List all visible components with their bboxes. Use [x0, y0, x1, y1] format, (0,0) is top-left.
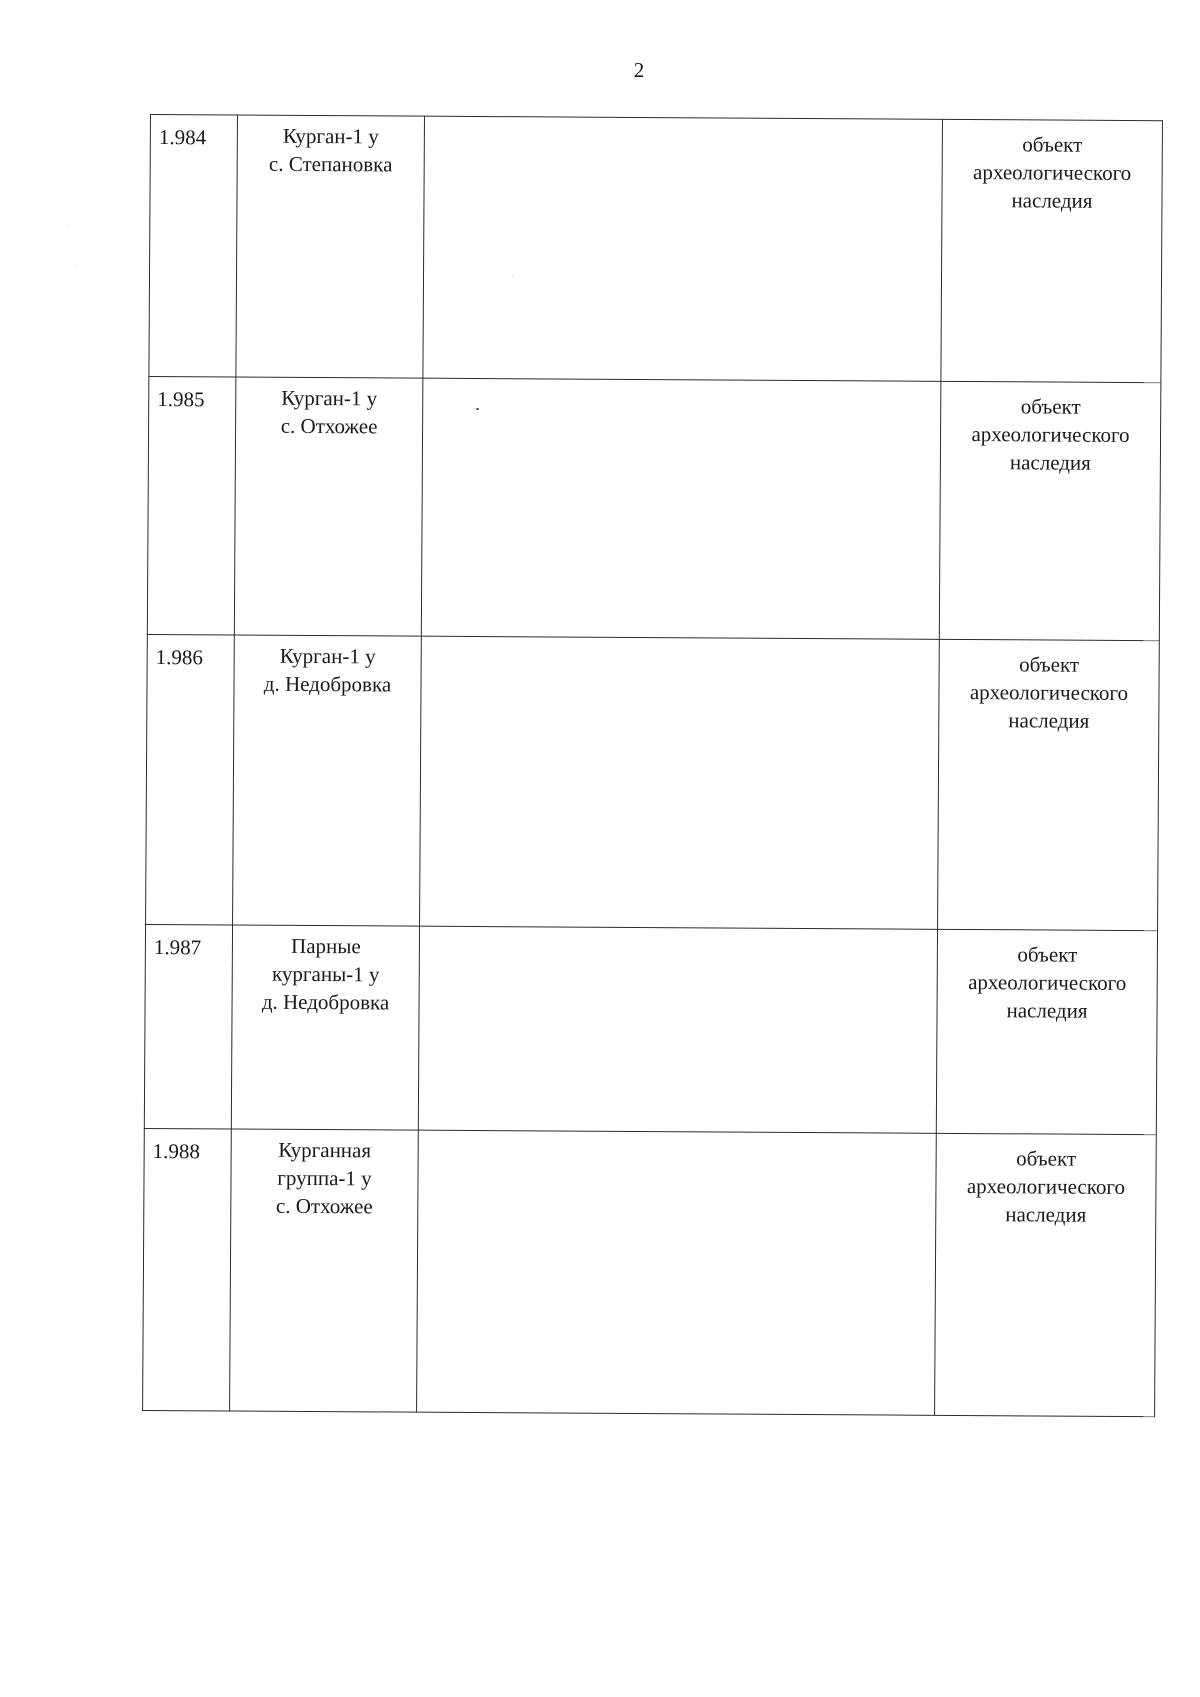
object-name-line: Курганная: [278, 1137, 372, 1163]
object-name-line: Курган-1 у: [282, 123, 379, 149]
object-category-line: археологического: [966, 1174, 1126, 1199]
table-row: [143, 1128, 1157, 1416]
row-number: 1.987: [144, 924, 232, 1129]
table-row: [146, 634, 1160, 930]
object-name-line: группа-1 у: [277, 1165, 372, 1191]
object-description: [421, 378, 941, 639]
object-category-line: объект: [1017, 942, 1078, 967]
object-name-line: Парные: [291, 933, 361, 959]
object-name-line: курганы-1 у: [271, 961, 380, 987]
object-category-line: археологического: [973, 160, 1132, 185]
page-number: 2: [633, 58, 645, 82]
row-number: 1.985: [147, 376, 236, 635]
object-category: [938, 639, 1160, 930]
row-number: 1.984: [149, 115, 238, 378]
object-category: [939, 381, 1161, 640]
object-category: [935, 1133, 1157, 1416]
object-description: [417, 1130, 937, 1415]
scan-speck: [76, 266, 77, 267]
scan-speck: [476, 408, 479, 410]
object-category-line: наследия: [1009, 450, 1091, 475]
object-name: [236, 115, 425, 378]
row-number: 1.988: [143, 1128, 232, 1411]
object-name-line: д. Недобровка: [261, 989, 390, 1015]
object-category-line: археологического: [971, 422, 1130, 447]
object-category-line: наследия: [1006, 998, 1088, 1023]
object-category-line: объект: [1022, 132, 1083, 157]
object-category-line: археологического: [968, 970, 1127, 995]
table-row: [144, 924, 1157, 1134]
object-category-line: объект: [1020, 394, 1081, 419]
object-name-line: Курган-1 у: [279, 643, 376, 669]
object-name-line: Курган-1 у: [281, 385, 378, 411]
object-category-line: объект: [1016, 1146, 1077, 1171]
object-category: [941, 119, 1163, 382]
object-category-line: наследия: [1008, 708, 1090, 733]
heritage-objects-table: [142, 114, 1163, 1417]
scan-speck: [68, 226, 69, 227]
table-row: [147, 376, 1161, 640]
object-name-line: с. Отхожее: [280, 413, 378, 439]
object-description: [420, 636, 940, 929]
object-category: [936, 929, 1157, 1134]
object-name: [233, 635, 422, 926]
object-description: [423, 116, 943, 381]
object-name-line: д. Недобровка: [263, 671, 392, 697]
object-category-line: археологического: [969, 680, 1129, 705]
object-name: [230, 1129, 419, 1412]
scan-speck: [512, 276, 513, 277]
object-name: [234, 377, 423, 636]
object-category-line: наследия: [1005, 1202, 1087, 1227]
object-category-line: наследия: [1011, 188, 1093, 213]
object-name-line: с. Отхожее: [275, 1193, 373, 1219]
table-row: [149, 115, 1163, 383]
object-name: [231, 925, 419, 1130]
row-number: 1.986: [146, 634, 235, 925]
object-category-line: объект: [1019, 652, 1080, 677]
object-name-line: с. Степановка: [268, 151, 393, 177]
object-description: [418, 926, 937, 1133]
